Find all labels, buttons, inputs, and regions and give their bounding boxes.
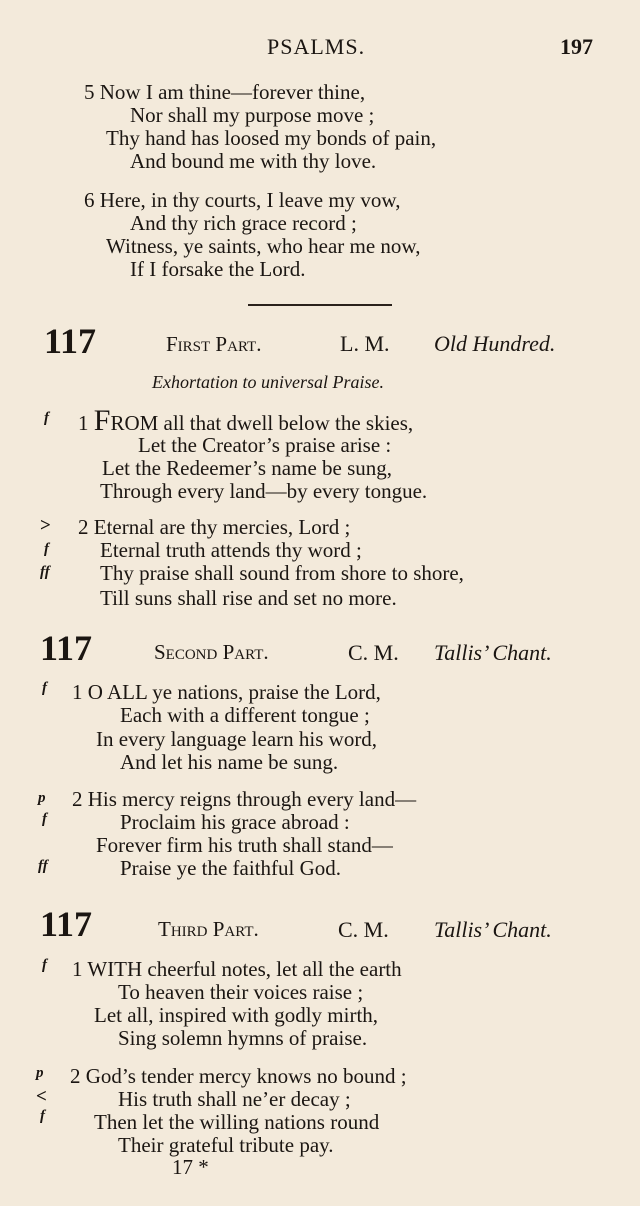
stanza-line: 6 Here, in thy courts, I leave my vow, <box>84 188 401 212</box>
stanza-line: If I forsake the Lord. <box>130 257 306 281</box>
stanza-line: 2 His mercy reigns through every land— <box>72 787 417 811</box>
stanza-line: 5 Now I am thine—forever thine, <box>84 80 366 104</box>
stanza-line: To heaven their voices raise ; <box>118 980 364 1004</box>
stanza-line: 1 WITH cheerful notes, let all the earth <box>72 957 402 981</box>
drop-cap: F <box>93 404 111 437</box>
dynamic-mark: p <box>38 790 46 806</box>
stanza-line <box>78 404 414 437</box>
hymn-subtitle: Exhortation to universal Praise. <box>152 372 384 392</box>
hymn-meter: C. M. <box>348 640 399 665</box>
hymn-part: First Part. <box>166 332 262 356</box>
hymn-number: 117 <box>40 904 93 944</box>
dynamic-mark: < <box>36 1086 47 1107</box>
stanza-line: And let his name be sung. <box>120 750 339 774</box>
stanza-line: Each with a different tongue ; <box>120 703 370 727</box>
dynamic-mark: f <box>44 541 49 557</box>
stanza-line: 1 O ALL ye nations, praise the Lord, <box>72 680 381 704</box>
stanza-line: Witness, ye saints, who hear me now, <box>106 234 421 258</box>
hymn-tune: Old Hundred. <box>434 331 556 356</box>
dynamic-mark: f <box>42 811 47 827</box>
stanza-line: 2 Eternal are thy mercies, Lord ; <box>78 515 351 539</box>
stanza-line: Let the Redeemer’s name be sung, <box>102 456 393 480</box>
stanza-line: Let the Creator’s praise arise : <box>138 433 392 457</box>
stanza-line: Nor shall my purpose move ; <box>130 103 375 127</box>
stanza-line: And thy rich grace record ; <box>130 211 357 235</box>
stanza-line: 2 God’s tender mercy knows no bound ; <box>70 1064 407 1088</box>
stanza-line: In every language learn his word, <box>96 727 378 751</box>
stanza-line: His truth shall ne’er decay ; <box>118 1087 351 1111</box>
dynamic-mark: > <box>40 515 51 536</box>
dynamic-mark: p <box>36 1065 44 1081</box>
dynamic-mark: f <box>42 680 47 696</box>
signature-mark: 17 * <box>172 1155 209 1179</box>
stanza-line: Till suns shall rise and set no more. <box>100 586 397 610</box>
stanza-line: Through every land—by every tongue. <box>100 479 428 503</box>
stanza-line: Thy hand has loosed my bonds of pain, <box>106 126 437 150</box>
hymn-tune: Tallis’ Chant. <box>434 917 552 942</box>
dynamic-mark: f <box>40 1108 45 1124</box>
page-number: 197 <box>560 34 593 59</box>
dynamic-mark: ff <box>40 564 50 580</box>
dynamic-mark: f <box>42 957 47 973</box>
hymn-number: 117 <box>40 628 93 668</box>
section-divider <box>248 304 392 306</box>
stanza-line: Sing solemn hymns of praise. <box>118 1026 368 1050</box>
line-text: ROM all that dwell below the skies, <box>110 411 414 435</box>
dynamic-mark: f <box>44 410 49 426</box>
stanza-line: And bound me with thy love. <box>130 149 377 173</box>
stanza-line: Eternal truth attends thy word ; <box>100 538 362 562</box>
hymn-meter: L. M. <box>340 331 390 356</box>
stanza-line: Their grateful tribute pay. <box>118 1133 334 1157</box>
stanza-line: Proclaim his grace abroad : <box>120 810 350 834</box>
verse-number: 1 <box>78 411 94 435</box>
hymn-part: Third Part. <box>158 917 259 941</box>
hymn-part: Second Part. <box>154 640 269 664</box>
hymn-number: 117 <box>44 321 97 361</box>
stanza-line: Thy praise shall sound from shore to shore, <box>100 561 464 585</box>
stanza-line: Let all, inspired with godly mirth, <box>94 1003 379 1027</box>
stanza-line: Praise ye the faithful God. <box>120 856 342 880</box>
stanza-line: Forever firm his truth shall stand— <box>96 833 393 857</box>
dynamic-mark: ff <box>38 858 48 874</box>
hymn-meter: C. M. <box>338 917 389 942</box>
running-header-title: PSALMS. <box>267 34 366 59</box>
stanza-line: Then let the willing nations round <box>94 1110 380 1134</box>
hymn-tune: Tallis’ Chant. <box>434 640 552 665</box>
